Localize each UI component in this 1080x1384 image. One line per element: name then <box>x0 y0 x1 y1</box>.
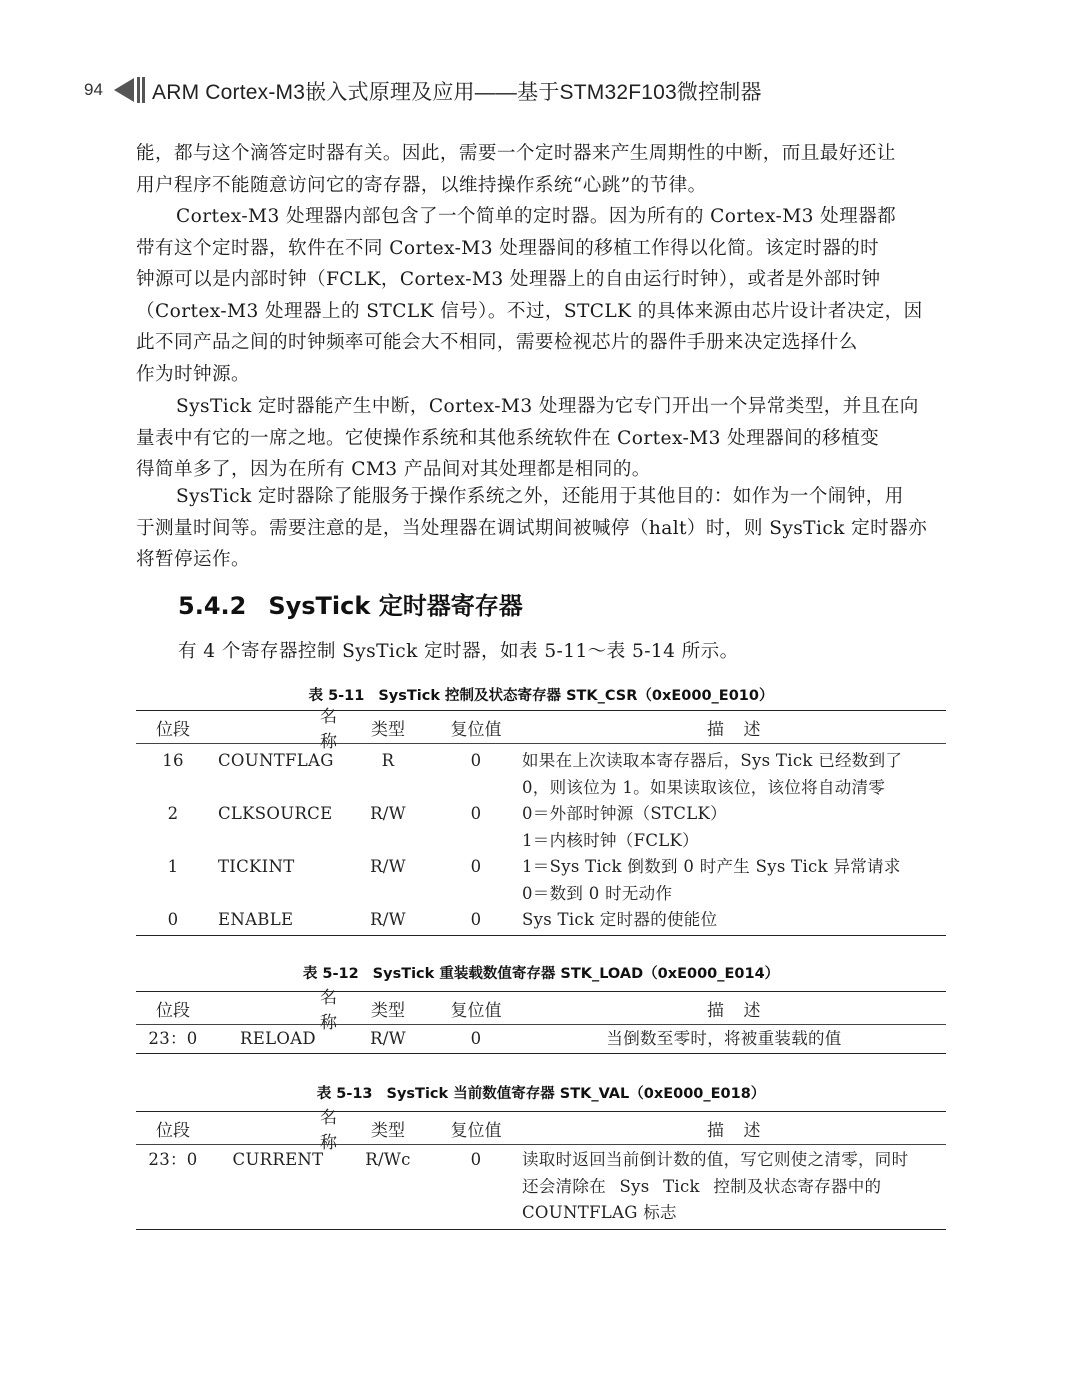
section-heading <box>178 586 523 621</box>
running-header <box>84 76 944 108</box>
desc-line: 还会清除在 Sys Tick 控制及状态寄存器中的 <box>522 1176 882 1196</box>
cell-type: R <box>381 751 395 770</box>
table-label: 表 5-13 <box>316 1086 373 1102</box>
cell-reset: 0 <box>470 1150 482 1169</box>
cell-type: R/W <box>370 1029 406 1048</box>
table-title: SysTick 控制及状态寄存器 STK_CSR（0xE000_E010） <box>378 688 774 704</box>
cell-type: R/W <box>370 910 406 929</box>
desc-line: 1＝内核时钟（FCLK） <box>522 830 699 850</box>
header-bit: 位段 <box>156 1000 190 1021</box>
header-name-b: 称 <box>320 1133 337 1153</box>
header-bit: 位段 <box>156 719 190 740</box>
header-type: 类型 <box>371 1000 405 1021</box>
header-desc <box>522 1116 930 1141</box>
section-number: 5.4.2 <box>178 592 247 620</box>
cell-reset: 0 <box>470 804 482 823</box>
section-title: SysTick 定时器寄存器 <box>268 592 523 620</box>
register-table-val <box>136 1108 946 1230</box>
header-reset: 复位值 <box>450 719 502 740</box>
paragraph-3 <box>136 391 946 486</box>
table-header-row <box>136 707 946 752</box>
table-row <box>136 801 946 854</box>
cell-reset: 0 <box>470 857 482 876</box>
table-header-row <box>136 988 946 1033</box>
paragraph-line: 量表中有它的一席之地。它使操作系统和其他系统软件在 Cortex-M3 处理器间的移植变 <box>136 427 880 449</box>
table-caption <box>136 1082 946 1103</box>
header-desc-b: 述 <box>743 719 761 740</box>
table-row <box>136 854 946 907</box>
header-type: 类型 <box>371 719 405 740</box>
cell-desc <box>522 1147 930 1227</box>
paragraph-line: 用户程序不能随意访问它的寄存器，以维持操作系统“心跳”的节律。 <box>136 174 707 196</box>
table-title: SysTick 当前数值寄存器 STK_VAL（0xE000_E018） <box>386 1086 766 1102</box>
register-table-csr <box>136 707 946 936</box>
header-desc <box>522 996 930 1021</box>
cell-bit: 23：0 <box>148 1029 198 1048</box>
table-row <box>136 907 946 934</box>
paragraph-line: 带有这个定时器，软件在不同 Cortex-M3 处理器间的移植工作得以化简。该定时器的时 <box>136 237 880 259</box>
header-desc <box>522 715 930 740</box>
header-name <box>210 1103 346 1153</box>
desc-line: 1＝Sys Tick 倒数到 0 时产生 Sys Tick 异常请求 <box>522 857 901 876</box>
cell-name: CLKSOURCE <box>218 804 333 823</box>
table-row <box>136 1026 946 1053</box>
desc-line: 0＝数到 0 时无动作 <box>522 883 673 903</box>
paragraph-line: 将暂停运作。 <box>136 549 250 571</box>
cell-name: TICKINT <box>218 857 295 876</box>
header-desc-a: 描 <box>707 719 724 740</box>
header-desc-a: 描 <box>707 1120 724 1141</box>
cell-type: R/W <box>370 857 406 876</box>
paragraph-4 <box>136 481 946 576</box>
paragraph-line: 得简单多了，因为在所有 CM3 产品间对其处理都是相同的。 <box>136 459 651 481</box>
header-name-b: 称 <box>320 1013 337 1033</box>
header-name-b: 称 <box>320 732 337 752</box>
header-desc-b: 述 <box>743 1120 761 1141</box>
cell-desc <box>522 1026 930 1053</box>
cell-reset: 0 <box>470 751 482 770</box>
cell-bit: 0 <box>167 910 179 929</box>
section-intro: 有 4 个寄存器控制 SysTick 定时器，如表 5-11～表 5-14 所示。 <box>178 641 739 662</box>
table-label: 表 5-12 <box>302 966 359 982</box>
desc-line: Sys Tick 定时器的使能位 <box>522 910 718 929</box>
paragraph-1 <box>136 138 946 201</box>
cell-bit: 23：0 <box>148 1150 198 1169</box>
cell-desc <box>522 854 930 907</box>
cell-name: COUNTFLAG <box>218 751 334 770</box>
cell-bit: 2 <box>167 804 179 823</box>
header-name-a: 名 <box>320 1108 337 1128</box>
cell-desc <box>522 801 930 854</box>
desc-line: 当倒数至零时，将被重装载的值 <box>606 1029 842 1048</box>
header-desc-a: 描 <box>707 1000 724 1021</box>
paragraph-line: 此不同产品之间的时钟频率可能会大不相同，需要检视芯片的器件手册来决定选择什么 <box>136 332 858 354</box>
cell-name: CURRENT <box>232 1150 324 1169</box>
paragraph-line: SysTick 定时器除了能服务于操作系统之外，还能用于其他目的：如作为一个闹钟，用 <box>176 486 904 507</box>
cell-type: R/Wc <box>365 1150 411 1169</box>
paragraph-line: 于测量时间等。需要注意的是，当处理器在调试期间被喊停（halt）时，则 SysTick 定时器亦 <box>136 517 928 539</box>
desc-line: 读取时返回当前倒计数的值，写它则使之清零，同时 <box>522 1150 909 1169</box>
table-title: SysTick 重装载数值寄存器 STK_LOAD（0xE000_E014） <box>372 966 780 982</box>
header-reset: 复位值 <box>450 1000 502 1021</box>
cell-desc <box>522 907 930 934</box>
cell-reset: 0 <box>470 1029 482 1048</box>
table-label: 表 5-11 <box>308 688 365 704</box>
paragraph-line: Cortex-M3 处理器内部包含了一个简单的定时器。因为所有的 Cortex-M3 处理器都 <box>176 206 897 227</box>
book-title: ARM Cortex-M3嵌入式原理及应用——基于STM32F103微控制器 <box>152 81 762 104</box>
desc-line: 0，则该位为 1。如果读取该位，该位将自动清零 <box>522 777 886 797</box>
header-name-a: 名 <box>320 988 337 1008</box>
header-type: 类型 <box>371 1120 405 1141</box>
header-reset: 复位值 <box>450 1120 502 1141</box>
header-name <box>210 702 346 752</box>
table-header-row <box>136 1108 946 1153</box>
paragraph-line: 钟源可以是内部时钟（FCLK，Cortex-M3 处理器上的自由运行时钟），或者是外部时钟 <box>136 269 881 291</box>
cell-bit: 16 <box>162 751 184 770</box>
desc-line: COUNTFLAG 标志 <box>522 1203 677 1222</box>
paragraph-2 <box>136 201 946 391</box>
header-arrow-icon <box>112 76 146 104</box>
header-bit: 位段 <box>156 1120 190 1141</box>
desc-line: 0＝外部时钟源（STCLK） <box>522 804 727 823</box>
cell-desc <box>522 748 930 801</box>
table-row <box>136 1147 946 1227</box>
paragraph-line: SysTick 定时器能产生中断，Cortex-M3 处理器为它专门开出一个异常类型，并且在向 <box>176 396 919 417</box>
header-desc-b: 述 <box>743 1000 761 1021</box>
paragraph-line: （Cortex-M3 处理器上的 STCLK 信号）。不过，STCLK 的具体来源由芯片设计者决定，因 <box>136 300 923 322</box>
cell-type: R/W <box>370 804 406 823</box>
cell-name: ENABLE <box>218 910 294 929</box>
table-caption <box>136 962 946 983</box>
desc-line: 如果在上次读取本寄存器后，Sys Tick 已经数到了 <box>522 751 903 770</box>
register-table-load <box>136 988 946 1054</box>
paragraph-line: 作为时钟源。 <box>136 363 250 385</box>
paragraph-line: 能，都与这个滴答定时器有关。因此，需要一个定时器来产生周期性的中断，而且最好还让 <box>136 143 896 164</box>
cell-bit: 1 <box>167 857 179 876</box>
cell-reset: 0 <box>470 910 482 929</box>
table-row <box>136 748 946 801</box>
header-name-a: 名 <box>320 707 337 727</box>
page-number: 94 <box>84 80 103 99</box>
cell-name: RELOAD <box>240 1029 316 1048</box>
